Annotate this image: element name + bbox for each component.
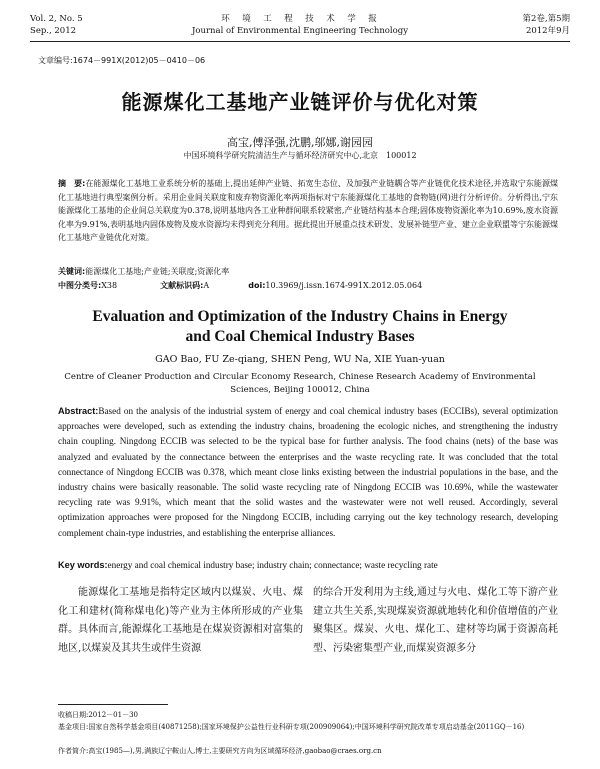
abstract-cn-text: 在能源煤化工基地工业系统分析的基础上,提出延伸产业链、拓宽生态位、及加强产业链耦合等产业链优化技术途径,并选取宁东能源煤化工基地进行典型案例分析。采用企业间关联度和废弃物资源化率两项指标对宁东能源煤化工基地的食物链(网)进行分析评价。分析得出,宁东能源煤化工基地的企业间总关联度为0.378,说明基地内各工业种群间联系较紧密,产业链结构基本合理;固体废物资源化率为10.69%,废水资源化率为9.91%,表明基地内固体废物及废水资源均未得到充分利用。据此提出开展重点技术研发、发展补链型产业、建立企业联盟等宁东能源煤化工基地产业链优化对策。	[58, 179, 558, 243]
header-divider	[30, 41, 570, 42]
header-date-cn: 2012年9月	[525, 26, 570, 36]
footnote-received: 收稿日期:2012－01－30	[58, 711, 138, 719]
classification-line	[58, 280, 422, 291]
title-en-line2: and Coal Chemical Industry Bases	[185, 328, 415, 345]
doi-label: doi:	[248, 281, 266, 290]
header-date-en: Sep., 2012	[30, 26, 77, 36]
header-journal-cn: 环 境 工 程 技 术 学 报	[221, 14, 379, 24]
affiliation-cn: 中国环境科学研究院清洁生产与循环经济研究中心,北京 100012	[183, 151, 417, 160]
affiliation-en-line1: Centre of Cleaner Production and Circular Economy Research, Chinese Research Academy of Environmental	[64, 372, 536, 382]
article-id: 文章编号:1674－991X(2012)05－0410－06	[38, 56, 206, 65]
clc-label: 中图分类号:	[58, 281, 102, 290]
header-volume-cn: 第2卷,第5期	[522, 14, 570, 24]
body-column-left: 能源煤化工基地是指特定区域内以煤炭、火电、煤化工和建材(简称煤电化)等产业为主体所形成的产业集群。具体而言,能源煤化工基地是在煤炭资源相对富集的地区,以煤炭及其共生或伴生资源	[58, 587, 303, 654]
affiliation-en-line2: Sciences, Beijing 100012, China	[230, 385, 370, 395]
abstract-en-text: Based on the analysis of the industrial system of energy and coal chemical industry bases (ECCIBs), several optimization approaches were developed, such as extending the industry chains, broadening the ecologic niches, and strengthening the industry chain coupling. Ningdong ECCIB was selected to be the typical base for further analysis. The food chains (nets) of the base was analyzed and evaluated by the connectance between the enterprises and the waste recycling rate. It was concluded that the total connectance of Ningdong ECCIB was 0.378, which meant close links existing between the industrial populations in the base, and the industry chains were basically reasonable. The solid waste recycling rate of Ningdong ECCIB was 10.69%, while the wastewater recycling rate was 9.91%, which meant that the solid wastes and the wastewater were not well reused. Accordingly, several optimization approaches were proposed for the Ningdong ECCIB, including carrying out the key technology research, developing complement chain-type industries, and establishing the enterprise alliances.	[58, 406, 558, 538]
footnote-fund: 基金项目:国家自然科学基金项目(40871258);国家环境保护公益性行业科研专项(200909064);中国环境科学研究院改革专项启动基金(2011GQ－16)	[58, 723, 525, 731]
authors-en: GAO Bao, FU Ze-qiang, SHEN Peng, WU Na, XIE Yuan-yuan	[155, 354, 445, 365]
doc-code-value: A	[203, 281, 210, 290]
keywords-cn-label: 关键词:	[58, 267, 86, 276]
title-en-line1: Evaluation and Optimization of the Industry Chains in Energy	[92, 308, 508, 325]
abstract-en	[58, 404, 558, 541]
abstract-en-label: Abstract:	[58, 406, 99, 416]
clc-value: X38	[101, 281, 118, 290]
header-journal-en: Journal of Environmental Engineering Technology	[191, 26, 409, 36]
abstract-cn-label: 摘 要:	[58, 179, 86, 188]
body-column-right: 的综合开发利用为主线,通过与火电、煤化工等下游产业建立共生关系,实现煤炭资源就地转化和价值增值的产业聚集区。煤炭、火电、煤化工、建材等均属于资源高耗型、污染密集型产业,而煤炭资源多分	[313, 587, 558, 654]
keywords-en-text: energy and coal chemical industry base; industry chain; connectance; waste recycling rate	[107, 560, 438, 570]
keywords-cn	[58, 266, 229, 277]
authors-cn: 高宝,傅泽强,沈鹏,邬娜,谢园园	[227, 136, 373, 149]
keywords-en-label: Key words:	[58, 560, 108, 570]
abstract-cn	[58, 177, 558, 245]
keywords-cn-text: 能源煤化工基地;产业链;关联度;资源化率	[85, 267, 230, 276]
doc-code-label: 文献标识码:	[160, 281, 204, 290]
title-cn: 能源煤化工基地产业链评价与优化对策	[121, 90, 479, 114]
doi-value: 10.3969/j.issn.1674-991X.2012.05.064	[265, 281, 423, 290]
keywords-en	[58, 558, 558, 573]
footnote-divider	[58, 704, 168, 705]
footnote-author: 作者简介:高宝(1985—),男,满族辽宁鞍山人,博士,主要研究方向为区域循环经济,gaobao@craes.org.cn	[58, 747, 382, 755]
header-volume: Vol. 2, No. 5	[30, 14, 83, 24]
